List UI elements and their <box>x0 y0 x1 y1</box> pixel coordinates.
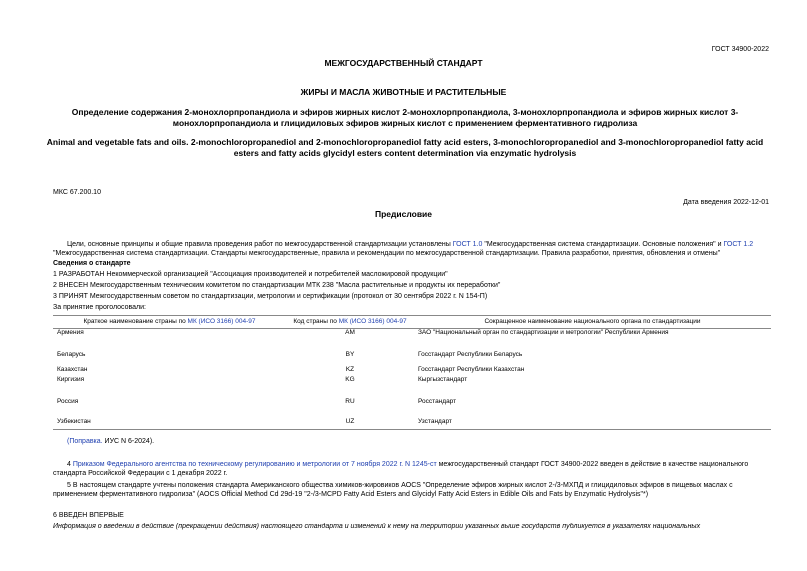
preface-paragraph <box>53 240 770 258</box>
gost-1-2-link[interactable]: ГОСТ 1.2 <box>723 241 754 248</box>
mks-code: МКС 67.200.10 <box>53 189 101 196</box>
table-row: Киргизия KG Кыргызстандарт <box>57 375 468 383</box>
preface-text-3: "Межгосударственная система стандартизации. Стандарты межгосударственные, правила и рекомендации по межгосударственной стандартизации. Правила разработки, принятия, обновления и отмены" <box>53 250 721 258</box>
countries-table <box>53 315 771 430</box>
gost-number: ГОСТ 34900-2022 <box>711 46 769 53</box>
preface-text-2: "Межгосударственная система стандартизации. Основные положения" и <box>482 241 724 248</box>
table-row: Беларусь BY Госстандарт Республики Беларусь <box>57 350 523 358</box>
info-paragraph: Информация о введении в действие (прекращении действия) настоящего стандарта и изменений к нему на территории указанных выше государств публикуется в указателях национальных <box>53 523 701 530</box>
preface-text-1: Цели, основные принципы и общие правила проведения работ по межгосударственной стандартизации установлены <box>67 241 453 248</box>
item-aocs: 5 В настоящем стандарте учтены положения стандарта Американского общества химиков-жировиков AOCS "Определение эфиров жирных кислот 2-/3-МХПД и глицидиловых эфиров в пищевых маслах с применением ферментативного гидролиза" (AOCS Official Method Cd 29d-19 "2-/3-MCPD Fatty Acid Esters and Glycidyl Fatty Acid Esters in Edible Oils and Fats by Enzymatic Hydrolysis"*) <box>53 482 733 499</box>
title-ru: ЖИРЫ И МАСЛА ЖИВОТНЫЕ И РАСТИТЕЛЬНЫЕ <box>300 87 507 97</box>
table-row: Казахстан KZ Госстандарт Республики Казахстан <box>57 365 525 373</box>
item-adopted: 3 ПРИНЯТ Межгосударственным советом по стандартизации, метрологии и сертификации (протокол от 30 сентября 2022 г. N 154-П) <box>53 293 488 300</box>
subtitle-ru: Определение содержания 2-монохлорпропандиола и эфиров жирных кислот 2-монохлорпропандиола, 3-монохлорпропандиола и эфиров жирных кислот 3-монохлорпропандиола и глицидиловых эфиров жирных кислот с применением ферментативного гидролиза <box>71 107 739 128</box>
item-submitted: 2 ВНЕСЕН Межгосударственным техническим комитетом по стандартизации МТК 238 "Масла растительные и продукты их переработки" <box>53 282 501 289</box>
item-voted: За принятие проголосовали: <box>53 304 146 311</box>
table-header-name: Краткое наименование страны по МК (ИСО 3166) 004-97 <box>53 316 286 329</box>
amendment-note: (Поправка. ИУС N 6-2024). <box>67 438 155 445</box>
item-developed: 1 РАЗРАБОТАН Некоммерческой организацией "Ассоциация производителей и потребителей масложировой продукции" <box>53 271 448 278</box>
table-header-code: Код страны по МК (ИСО 3166) 004-97 <box>286 316 414 329</box>
table-header-org: Сокращенное наименование национального органа по стандартизации <box>414 316 771 329</box>
standard-info-heading: Сведения о стандарте <box>53 260 131 267</box>
table-row: Россия RU Росстандарт <box>57 397 457 405</box>
item-first-introduced: 6 ВВЕДЕН ВПЕРВЫЕ <box>53 512 124 519</box>
standard-label: МЕЖГОСУДАРСТВЕННЫЙ СТАНДАРТ <box>324 58 483 68</box>
gost-1-0-link[interactable]: ГОСТ 1.0 <box>452 241 483 248</box>
intro-date: Дата введения 2022-12-01 <box>683 199 769 206</box>
title-en: Animal and vegetable fats and oils. 2-monochloropropanediol and 2-monochloropropanediol fatty acid esters, 3-monochloropropanediol and 3-monochloropropanediol fatty acid esters and fatty acids glycidyl esters content determination via enzymatic hydrolysis <box>46 137 764 158</box>
amendment-link[interactable]: (Поправка. <box>67 438 103 445</box>
mk-iso-link-2[interactable]: МК (ИСО 3166) 004-97 <box>338 318 407 325</box>
item-enacted: 4 Приказом Федерального агентства по техническому регулированию и метрологии от 7 ноября 2022 г. N 1245-ст межгосударственный стандарт ГОСТ 34900-2022 введен в действие в качестве национального стандарта Российской Федерации с 1 декабря 2022 г. <box>53 461 749 478</box>
preface-title: Предисловие <box>374 209 433 219</box>
table-row: Узбекистан UZ Узстандарт <box>53 415 771 430</box>
mk-iso-link-1[interactable]: МК (ИСО 3166) 004-97 <box>187 318 256 325</box>
order-link[interactable]: Приказом Федерального агентства по техническому регулированию и метрологии от 7 ноября 2022 г. N 1245-ст <box>72 461 437 468</box>
table-row: Армения AM ЗАО "Национальный орган по стандартизации и метрологии" Республики Армения <box>57 329 669 337</box>
